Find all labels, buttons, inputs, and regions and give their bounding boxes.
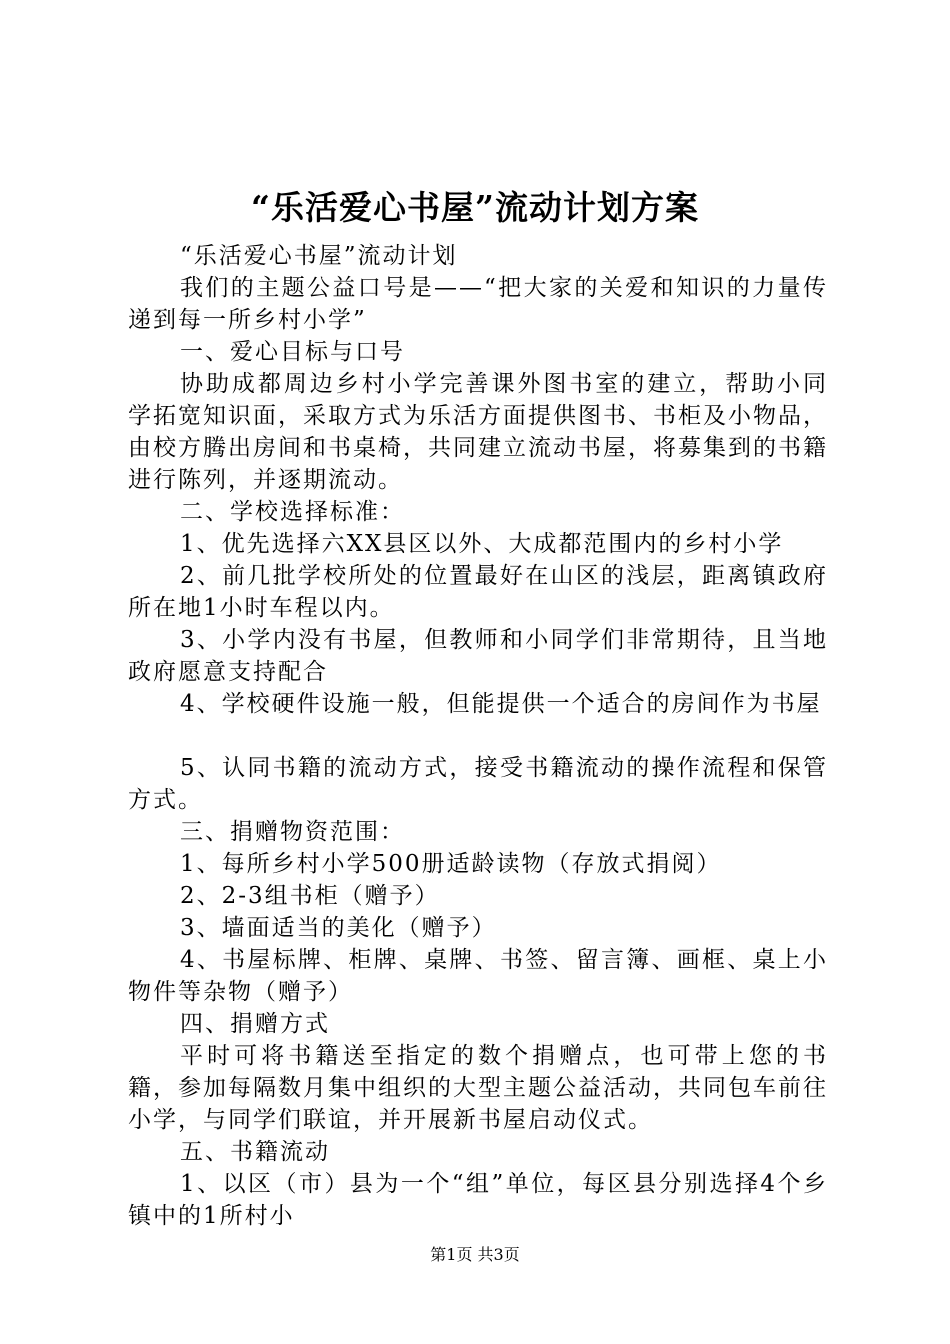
donation-item-2: 2、2-3组书柜（赠予） bbox=[180, 883, 440, 909]
heading-donation-scope: 三、捐赠物资范围： bbox=[180, 819, 405, 845]
criteria-item-5: 5、认同书籍的流动方式，接受书籍流动的操作流程和保管方式。 bbox=[128, 755, 828, 813]
paragraph-subtitle: “乐活爱心书屋”流动计划 bbox=[180, 243, 458, 269]
document-body bbox=[128, 240, 828, 1232]
paragraph-goal: 协助成都周边乡村小学完善课外图书室的建立，帮助小同学拓宽知识面，采取方式为乐活方面提供图书、书柜及小物品，由校方腾出房间和书桌椅，共同建立流动书屋，将募集到的书籍进行陈列，并逐期流动。 bbox=[128, 371, 828, 493]
donation-item-3: 3、墙面适当的美化（赠予） bbox=[180, 915, 497, 941]
circulation-item-1: 1、以区（市）县为一个“组”单位，每区县分别选择4个乡镇中的1所村小 bbox=[128, 1171, 828, 1229]
heading-school-criteria: 二、学校选择标准： bbox=[180, 499, 405, 525]
criteria-item-2: 2、前几批学校所处的位置最好在山区的浅层，距离镇政府所在地1小时车程以内。 bbox=[128, 563, 828, 621]
heading-goal: 一、爱心目标与口号 bbox=[180, 339, 405, 365]
page-number: 第1页 共3页 bbox=[430, 1245, 520, 1264]
criteria-item-3: 3、小学内没有书屋，但教师和小同学们非常期待，且当地政府愿意支持配合 bbox=[128, 627, 828, 685]
paragraph-slogan: 我们的主题公益口号是——“把大家的关爱和知识的力量传递到每一所乡村小学” bbox=[128, 275, 828, 333]
donation-item-4: 4、书屋标牌、柜牌、桌牌、书签、留言簿、画框、桌上小物件等杂物（赠予） bbox=[128, 947, 828, 1005]
criteria-item-1: 1、优先选择六XX县区以外、大成都范围内的乡村小学 bbox=[180, 531, 784, 557]
blank-line bbox=[128, 720, 828, 752]
paragraph-donation-method: 平时可将书籍送至指定的数个捐赠点，也可带上您的书籍，参加每隔数月集中组织的大型主题公益活动，共同包车前往小学，与同学们联谊，并开展新书屋启动仪式。 bbox=[128, 1043, 828, 1133]
heading-book-circulation: 五、书籍流动 bbox=[180, 1139, 330, 1165]
criteria-item-4: 4、学校硬件设施一般，但能提供一个适合的房间作为书屋 bbox=[180, 691, 822, 717]
heading-donation-method: 四、捐赠方式 bbox=[180, 1011, 330, 1037]
donation-item-1: 1、每所乡村小学500册适龄读物（存放式捐阅） bbox=[180, 851, 722, 877]
document-title: “乐活爱心书屋”流动计划方案 bbox=[251, 188, 699, 227]
